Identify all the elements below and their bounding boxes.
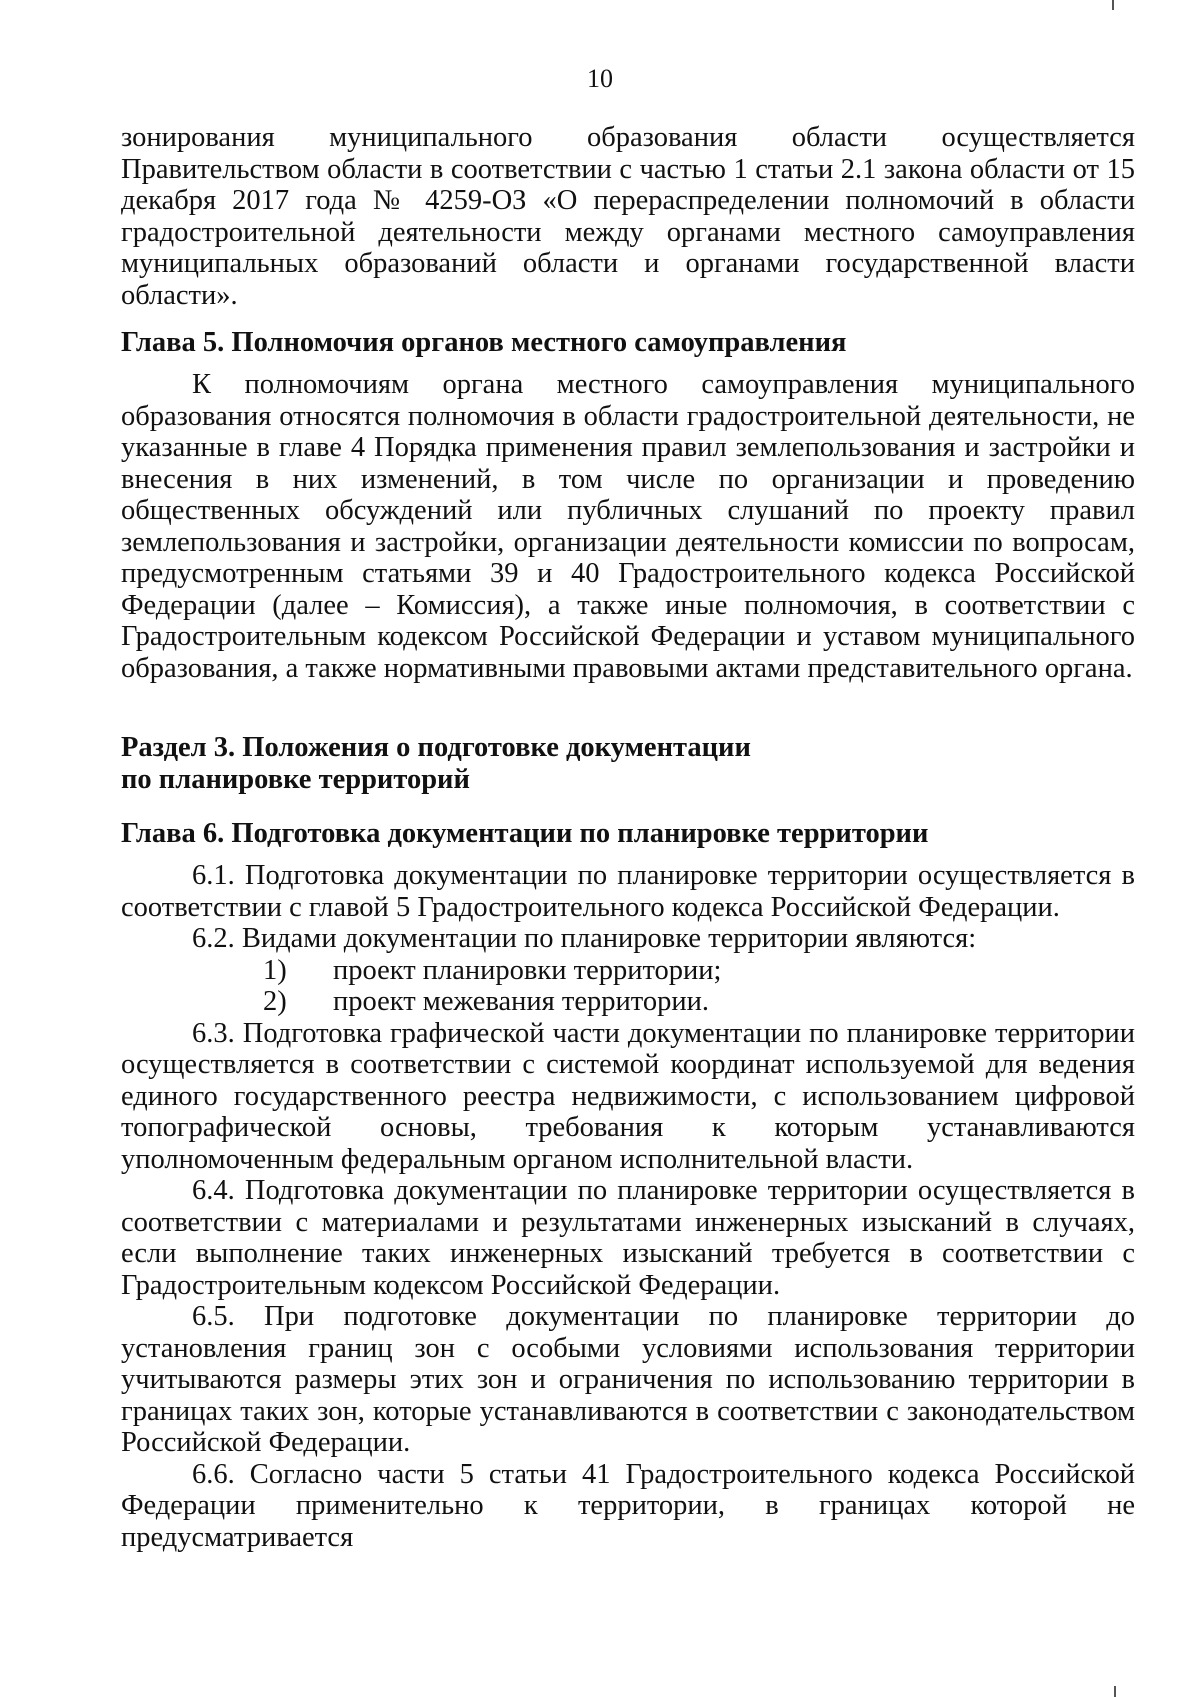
scan-mark-bottom xyxy=(1114,1686,1116,1697)
list-item xyxy=(121,986,1135,1018)
document-body xyxy=(121,122,1135,1553)
list-item-text: проект планировки территории; xyxy=(333,954,722,986)
list-item xyxy=(121,955,1135,987)
section-3-heading xyxy=(121,732,1135,796)
paragraph-6-1: 6.1. Подготовка документации по планировке территории осуществляется в соответствии с главой 5 Градостроительного кодекса Российской Федерации. xyxy=(121,860,1135,923)
chapter-5-heading: Глава 5. Полномочия органов местного самоуправления xyxy=(121,327,847,358)
page-number: 10 xyxy=(587,64,613,93)
chapter-6-heading: Глава 6. Подготовка документации по планировке территории xyxy=(121,818,929,849)
paragraph-6-4: 6.4. Подготовка документации по планировке территории осуществляется в соответствии с материалами и результатами инженерных изысканий в случаях, если выполнение таких инженерных изысканий требуется в соответствии с Градостроительным кодексом Российской Федерации. xyxy=(121,1175,1135,1301)
intro-paragraph: зонирования муниципального образования области осуществляется Правительством области в соответствии с частью 1 статьи 2.1 закона области от 15 декабря 2017 года № 4259-ОЗ «О перераспределении полномочий в области градостроительной деятельности между органами местного самоуправления муниципальных образований области и органами государственной власти области». xyxy=(121,122,1135,311)
paragraph-6-2: 6.2. Видами документации по планировке территории являются: xyxy=(192,923,977,954)
section-3-heading-line-2: по планировке территорий xyxy=(121,764,470,795)
list-item-number: 1) xyxy=(263,954,287,986)
list-item-number: 2) xyxy=(263,986,287,1017)
paragraph-6-6: 6.6. Согласно части 5 статьи 41 Градостроительного кодекса Российской Федерации применительно к территории, в границах которой не предусматривается xyxy=(121,1458,1135,1553)
section-3-heading-line-1: Раздел 3. Положения о подготовке документации xyxy=(121,732,751,763)
paragraph-6-3: 6.3. Подготовка графической части документации по планировке территории осуществляется в соответствии с системой координат используемой для ведения единого государственного реестра недвижимости, с использованием цифровой топографической основы, требования к которым устанавливаются уполномоченным федеральным органом исполнительной власти. xyxy=(121,1017,1135,1175)
scan-mark-top xyxy=(1112,0,1114,10)
list-item-text: проект межевания территории. xyxy=(333,986,709,1017)
chapter-5-paragraph: К полномочиям органа местного самоуправления муниципального образования относятся полномочия в области градостроительной деятельности, не указанные в главе 4 Порядка применения правил землепользования и застройки и внесения в них изменений, в том числе по организации и проведению общественных обсуждений или публичных слушаний по проекту правил землепользования и застройки, организации деятельности комиссии по вопросам, предусмотренным статьями 39 и 40 Градостроительного кодекса Российской Федерации (далее – Комиссия), а также иные полномочия, в соответствии с Градостроительным кодексом Российской Федерации и уставом муниципального образования, а также нормативными правовыми актами представительного органа. xyxy=(121,369,1135,684)
paragraph-6-5: 6.5. При подготовке документации по планировке территории до установления границ зон с особыми условиями использования территории учитываются размеры этих зон и ограничения по использованию территории в границах таких зон, которые устанавливаются в соответствии с законодательством Российской Федерации. xyxy=(121,1301,1135,1458)
